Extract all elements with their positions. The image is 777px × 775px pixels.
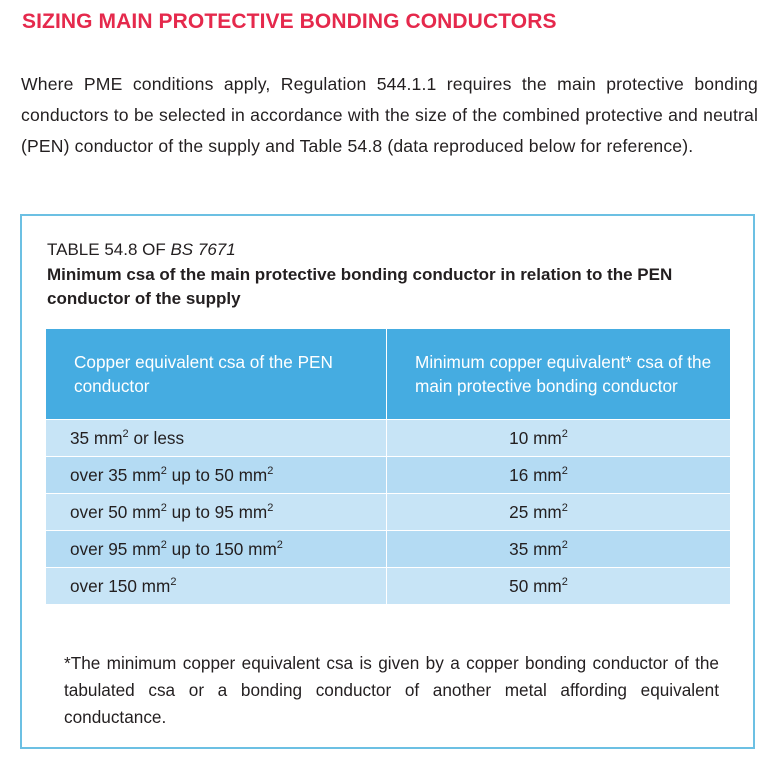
pen-value: 150 bbox=[108, 575, 142, 596]
unit: mm bbox=[238, 501, 268, 522]
unit: mm bbox=[533, 427, 562, 448]
pen-value: 50 bbox=[214, 464, 239, 485]
table-row bbox=[46, 531, 730, 568]
table-label-prefix: TABLE 54.8 OF bbox=[47, 240, 171, 259]
min-value: 50 bbox=[509, 575, 529, 596]
page-heading: SIZING MAIN PROTECTIVE BONDING CONDUCTORS bbox=[22, 10, 557, 33]
pen-connector: up to bbox=[166, 538, 215, 559]
min-value: 16 bbox=[509, 464, 529, 485]
table-label bbox=[47, 238, 737, 263]
pen-conductor-cell bbox=[46, 457, 387, 494]
table-row bbox=[46, 494, 730, 531]
table-row bbox=[46, 420, 730, 457]
unit: mm bbox=[533, 464, 562, 485]
pen-value: 95 bbox=[214, 501, 239, 522]
pen-conductor-cell bbox=[46, 568, 387, 605]
pen-connector: or less bbox=[128, 427, 185, 448]
unit: mm bbox=[132, 501, 161, 522]
table-label-standard: BS 7671 bbox=[170, 240, 236, 259]
pen-value: 50 bbox=[108, 501, 133, 522]
table-header-row bbox=[46, 329, 730, 420]
unit: mm bbox=[238, 464, 268, 485]
unit-exponent: 2 bbox=[122, 427, 129, 440]
pen-value: 35 bbox=[108, 464, 133, 485]
min-bonding-cell bbox=[387, 420, 731, 457]
bonding-table bbox=[46, 329, 730, 604]
pen-connector: up to bbox=[166, 464, 215, 485]
unit: mm bbox=[141, 575, 171, 596]
header-pen-conductor: Copper equivalent csa of the PEN conductor bbox=[46, 329, 387, 420]
header-min-bonding-conductor: Minimum copper equivalent* csa of the main protective bonding conductor bbox=[387, 329, 731, 420]
unit-exponent: 2 bbox=[561, 427, 568, 440]
pen-prefix: over bbox=[70, 464, 109, 485]
min-bonding-cell bbox=[387, 531, 731, 568]
table-row bbox=[46, 568, 730, 605]
min-value: 10 bbox=[509, 427, 529, 448]
pen-conductor-cell bbox=[46, 531, 387, 568]
unit: mm bbox=[132, 464, 161, 485]
unit-exponent: 2 bbox=[561, 501, 568, 514]
min-bonding-cell bbox=[387, 457, 731, 494]
pen-value: 150 bbox=[214, 538, 249, 559]
min-bonding-cell bbox=[387, 494, 731, 531]
pen-value: 35 bbox=[70, 427, 94, 448]
pen-conductor-cell bbox=[46, 420, 387, 457]
unit-exponent: 2 bbox=[561, 538, 568, 551]
unit-exponent: 2 bbox=[160, 538, 167, 551]
pen-prefix: over bbox=[70, 501, 109, 522]
pen-conductor-cell bbox=[46, 494, 387, 531]
unit-exponent: 2 bbox=[170, 575, 177, 588]
table-footnote: *The minimum copper equivalent csa is given by a copper bonding conductor of the tabulated csa or a bonding conductor of another metal affording equivalent conductance. bbox=[64, 653, 719, 727]
min-bonding-cell bbox=[387, 568, 731, 605]
unit: mm bbox=[93, 427, 123, 448]
unit: mm bbox=[533, 575, 562, 596]
unit-exponent: 2 bbox=[160, 464, 167, 477]
unit-exponent: 2 bbox=[267, 464, 274, 477]
table-caption: Minimum csa of the main protective bonding conductor in relation to the PEN conductor of the supply bbox=[47, 264, 673, 308]
unit: mm bbox=[132, 538, 161, 559]
unit-exponent: 2 bbox=[561, 575, 568, 588]
pen-prefix: over bbox=[70, 538, 109, 559]
unit: mm bbox=[533, 501, 562, 522]
table-row bbox=[46, 457, 730, 494]
unit: mm bbox=[533, 538, 562, 559]
unit-exponent: 2 bbox=[160, 501, 167, 514]
unit: mm bbox=[248, 538, 277, 559]
table-panel bbox=[20, 214, 755, 749]
unit-exponent: 2 bbox=[276, 538, 283, 551]
pen-prefix: over bbox=[70, 575, 109, 596]
unit-exponent: 2 bbox=[561, 464, 568, 477]
pen-connector: up to bbox=[166, 501, 215, 522]
intro-paragraph: Where PME conditions apply, Regulation 544.1.1 requires the main protective bonding conductors to be selected in accordance with the size of the combined protective and neutral (PEN) conductor of the supply and Table 54.8 (data reproduced below for reference). bbox=[21, 74, 758, 156]
table-body bbox=[46, 420, 730, 605]
pen-value: 95 bbox=[108, 538, 133, 559]
unit-exponent: 2 bbox=[267, 501, 274, 514]
table-title bbox=[47, 238, 737, 312]
min-value: 25 bbox=[509, 501, 529, 522]
min-value: 35 bbox=[509, 538, 529, 559]
